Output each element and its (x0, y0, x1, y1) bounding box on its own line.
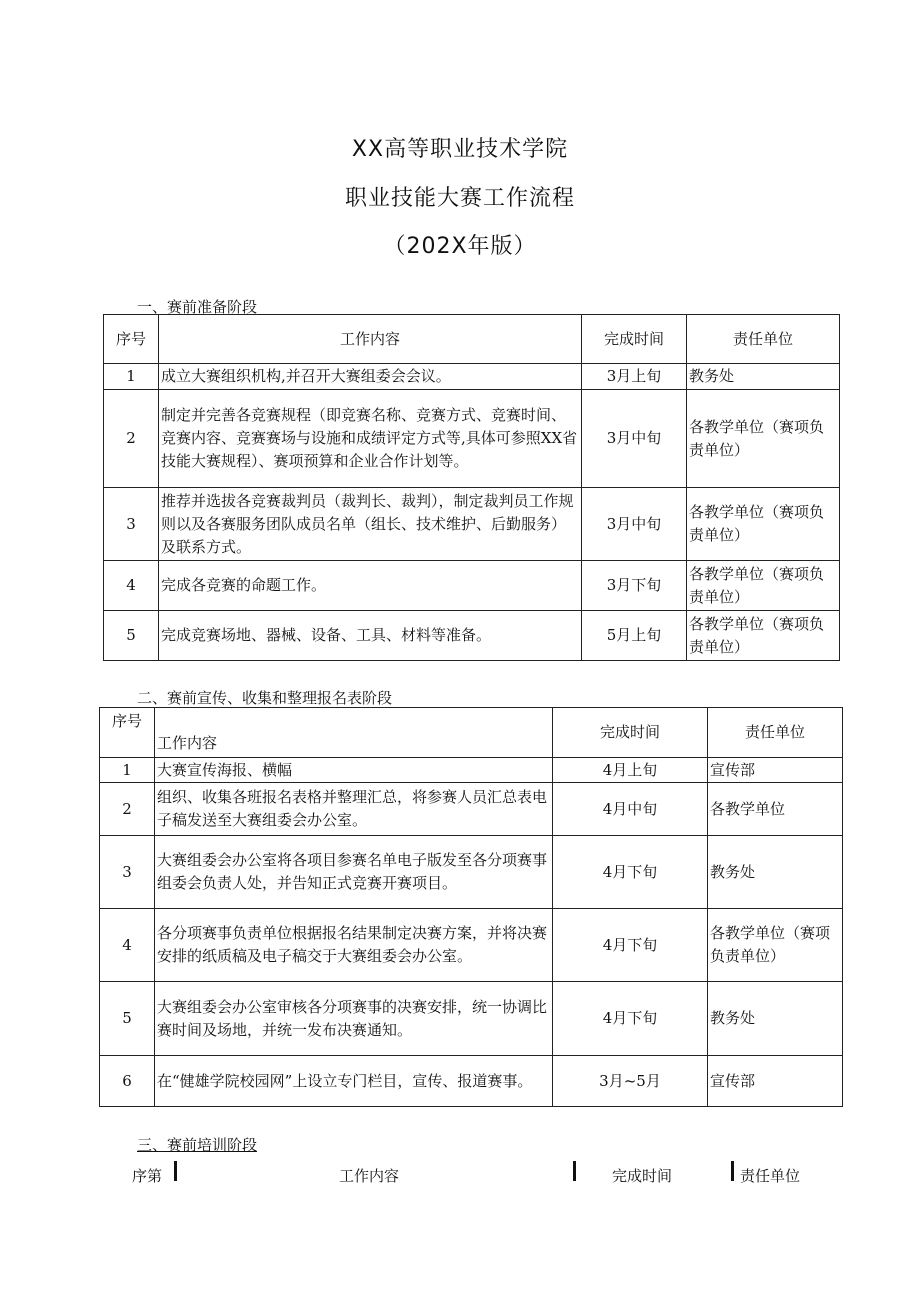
row-unit: 各教学单位（赛项负责单位） (687, 611, 840, 661)
header-unit: 责任单位 (740, 1167, 801, 1185)
row-time: 5月上旬 (582, 611, 687, 661)
row-content: 推荐并选拔各竞赛裁判员（裁判长、裁判），制定裁判员工作规则以及各赛服务团队成员名单（组长、技术维护、后勤服务）及联系方式。 (159, 488, 582, 561)
table-header-row (100, 708, 843, 758)
row-content: 大赛组委会办公室审核各分项赛事的决赛安排，统一协调比赛时间及场地，并统一发布决赛通知。 (155, 982, 553, 1056)
row-time: 4月下旬 (553, 982, 708, 1056)
table-row (100, 909, 843, 982)
column-divider (573, 1161, 576, 1181)
document-edition: （202X年版） (383, 234, 537, 259)
row-unit: 宣传部 (708, 1056, 843, 1107)
row-content: 大赛组委会办公室将各项目参赛名单电子版发至各分项赛事组委会负责人处，并告知正式竞赛开赛项目。 (155, 836, 553, 909)
row-num: 3 (100, 836, 155, 909)
row-num: 2 (104, 390, 159, 488)
row-unit: 各教学单位（赛项负责单位） (687, 390, 840, 488)
table-row (104, 390, 840, 488)
row-num: 4 (100, 909, 155, 982)
row-time: 3月~5月 (553, 1056, 708, 1107)
section2-table (99, 707, 843, 1107)
row-unit: 教务处 (687, 364, 840, 390)
section3-heading: 三、赛前培训阶段 (137, 1136, 258, 1154)
header-content: 工作内容 (155, 708, 553, 758)
row-unit: 各教学单位（赛项负责单位） (708, 909, 843, 982)
row-time: 3月中旬 (582, 390, 687, 488)
table-row (100, 836, 843, 909)
row-num: 1 (100, 758, 155, 783)
row-unit: 各教学单位 (708, 783, 843, 836)
row-num: 4 (104, 561, 159, 611)
row-content: 制定并完善各竞赛规程（即竞赛名称、竞赛方式、竞赛时间、竞赛内容、竞赛赛场与设施和成绩评定方式等,具体可参照XX省技能大赛规程）、赛项预算和企业合作计划等。 (159, 390, 582, 488)
header-num: 序号 (104, 315, 159, 364)
row-unit: 教务处 (708, 982, 843, 1056)
header-unit: 责任单位 (708, 708, 843, 758)
section2-heading: 二、赛前宣传、收集和整理报名表阶段 (137, 689, 393, 707)
row-time: 4月中旬 (553, 783, 708, 836)
document-subtitle: 职业技能大赛工作流程 (344, 186, 575, 211)
row-content: 大赛宣传海报、横幅 (155, 758, 553, 783)
header-time: 完成时间 (553, 708, 708, 758)
table-row (104, 561, 840, 611)
row-time: 4月上旬 (553, 758, 708, 783)
header-time: 完成时间 (612, 1167, 673, 1185)
row-num: 2 (100, 783, 155, 836)
row-content: 完成各竞赛的命题工作。 (159, 561, 582, 611)
table-row (104, 611, 840, 661)
row-time: 4月下旬 (553, 836, 708, 909)
row-num: 5 (100, 982, 155, 1056)
row-content: 组织、收集各班报名表格并整理汇总，将参赛人员汇总表电子稿发送至大赛组委会办公室。 (155, 783, 553, 836)
row-content: 成立大赛组织机构,并召开大赛组委会会议。 (159, 364, 582, 390)
row-time: 3月下旬 (582, 561, 687, 611)
row-unit: 教务处 (708, 836, 843, 909)
row-content: 完成竞赛场地、器械、设备、工具、材料等准备。 (159, 611, 582, 661)
table-row (100, 1056, 843, 1107)
section1-table (103, 314, 840, 661)
row-num: 1 (104, 364, 159, 390)
header-unit: 责任单位 (687, 315, 840, 364)
row-num: 6 (100, 1056, 155, 1107)
document-title: XX高等职业技术学院 (351, 137, 569, 162)
row-time: 3月上旬 (582, 364, 687, 390)
row-unit: 宣传部 (708, 758, 843, 783)
row-num: 3 (104, 488, 159, 561)
header-num: 序号 (100, 708, 155, 758)
row-unit: 各教学单位（赛项负责单位） (687, 561, 840, 611)
header-time: 完成时间 (582, 315, 687, 364)
row-unit: 各教学单位（赛项负责单位） (687, 488, 840, 561)
row-content: 各分项赛事负责单位根据报名结果制定决赛方案，并将决赛安排的纸质稿及电子稿交于大赛组委会办公室。 (155, 909, 553, 982)
table-row (100, 783, 843, 836)
row-time: 4月下旬 (553, 909, 708, 982)
table-row (100, 758, 843, 783)
column-divider (174, 1161, 177, 1181)
header-content: 工作内容 (339, 1167, 400, 1185)
header-content: 工作内容 (159, 315, 582, 364)
row-time: 3月中旬 (582, 488, 687, 561)
section1-heading: 一、赛前准备阶段 (137, 298, 258, 316)
table-header-row (104, 315, 840, 364)
column-divider (731, 1161, 734, 1181)
table-row (100, 982, 843, 1056)
row-num: 5 (104, 611, 159, 661)
row-content: 在“健雄学院校园网”上设立专门栏目，宣传、报道赛事。 (155, 1056, 553, 1107)
table-row (104, 364, 840, 390)
header-num: 序第 (132, 1167, 163, 1185)
table-row (104, 488, 840, 561)
